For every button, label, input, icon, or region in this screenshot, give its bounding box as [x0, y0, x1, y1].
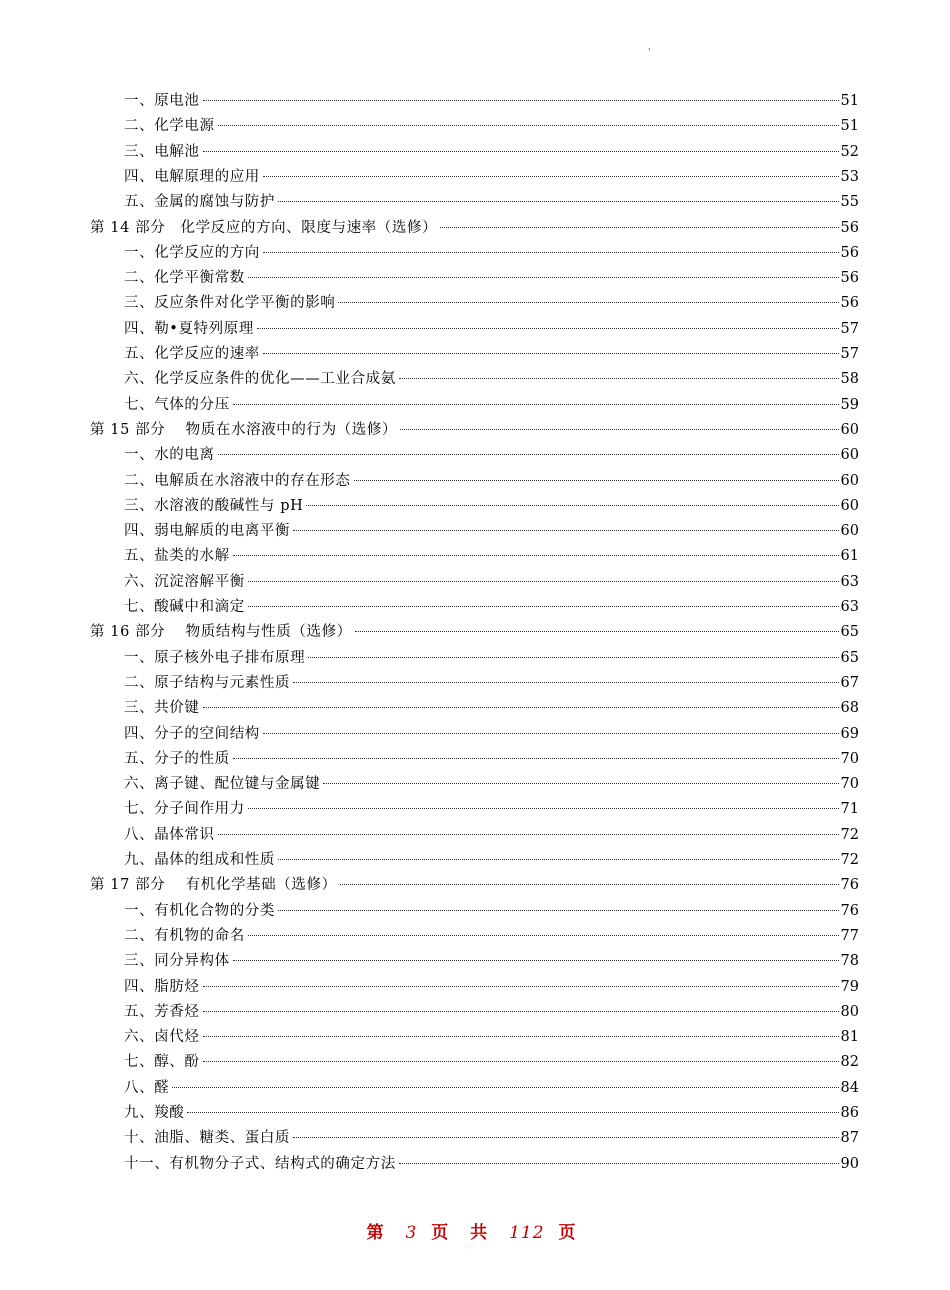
toc-dot-leader [293, 530, 838, 531]
toc-section-entry[interactable] [124, 545, 859, 567]
toc-section-entry[interactable] [124, 647, 859, 669]
toc-entry-page-number: 86 [840, 1105, 859, 1121]
toc-entry-page-number: 51 [840, 93, 859, 109]
toc-entry-title: 第 14 部分 化学反应的方向、限度与速率（选修） [90, 219, 438, 236]
toc-dot-leader [257, 328, 839, 329]
toc-dot-leader [399, 1163, 839, 1164]
toc-section-entry[interactable] [124, 166, 859, 188]
toc-chapter-entry[interactable] [90, 217, 859, 239]
toc-dot-leader [323, 783, 838, 784]
toc-dot-leader [340, 884, 839, 885]
toc-entry-title: 六、化学反应条件的优化——工业合成氨 [124, 371, 396, 388]
footer-prefix: 第 [366, 1223, 392, 1243]
toc-dot-leader [263, 733, 839, 734]
toc-entry-title: 九、羧酸 [124, 1105, 185, 1121]
toc-dot-leader [440, 227, 838, 228]
toc-entry-page-number: 60 [840, 447, 859, 464]
toc-entry-page-number: 68 [840, 700, 859, 717]
toc-entry-title: 二、化学电源 [124, 118, 215, 135]
toc-dot-leader [203, 986, 839, 987]
page-footer [0, 1218, 950, 1243]
toc-dot-leader [248, 935, 839, 936]
toc-entry-page-number: 57 [840, 346, 859, 362]
toc-dot-leader [218, 454, 839, 455]
toc-entry-title: 八、晶体常识 [124, 826, 215, 843]
toc-section-entry[interactable] [124, 495, 859, 517]
toc-entry-page-number: 59 [840, 396, 859, 413]
toc-entry-title: 九、晶体的组成和性质 [124, 852, 275, 868]
toc-section-entry[interactable] [124, 849, 859, 871]
toc-entry-page-number: 67 [840, 674, 859, 691]
toc-entry-page-number: 60 [840, 421, 859, 438]
toc-dot-leader [278, 859, 839, 860]
toc-entry-page-number: 69 [840, 725, 859, 742]
toc-entry-title: 三、同分异构体 [124, 953, 230, 970]
toc-section-entry[interactable] [124, 1026, 859, 1048]
toc-chapter-entry[interactable] [90, 621, 859, 643]
toc-section-entry[interactable] [124, 672, 859, 694]
toc-entry-title: 三、电解池 [124, 143, 200, 160]
toc-dot-leader [233, 960, 839, 961]
toc-dot-leader [233, 555, 839, 556]
toc-entry-page-number: 56 [840, 295, 859, 312]
toc-entry-title: 五、化学反应的速率 [124, 346, 260, 362]
toc-entry-title: 六、离子键、配位键与金属键 [124, 776, 321, 793]
toc-dot-leader [203, 1011, 839, 1012]
toc-entry-title: 四、分子的空间结构 [124, 725, 260, 742]
toc-dot-leader [203, 1061, 839, 1062]
toc-entry-page-number: 57 [840, 320, 859, 337]
toc-entry-title: 三、反应条件对化学平衡的影响 [124, 295, 336, 312]
toc-dot-leader [233, 404, 839, 405]
toc-dot-leader [338, 302, 838, 303]
page-corner-mark: ' [648, 48, 651, 58]
toc-dot-leader [293, 682, 838, 683]
toc-entry-title: 七、酸碱中和滴定 [124, 599, 245, 615]
toc-dot-leader [263, 252, 839, 253]
toc-entry-title: 七、气体的分压 [124, 396, 230, 413]
toc-entry-title: 六、卤代烃 [124, 1029, 200, 1046]
toc-entry-title: 四、勒•夏特列原理 [124, 320, 254, 337]
toc-entry-title: 七、醇、酚 [124, 1054, 200, 1071]
toc-section-entry[interactable] [124, 520, 859, 542]
toc-entry-page-number: 87 [840, 1130, 859, 1147]
toc-entry-title: 五、金属的腐蚀与防护 [124, 194, 275, 211]
toc-entry-page-number: 60 [840, 497, 859, 514]
toc-entry-page-number: 70 [840, 750, 859, 767]
toc-entry-title: 七、分子间作用力 [124, 801, 245, 818]
toc-entry-page-number: 65 [840, 624, 859, 641]
toc-section-entry[interactable] [124, 748, 859, 770]
toc-entry-page-number: 61 [840, 548, 859, 565]
toc-section-entry[interactable] [124, 343, 859, 365]
toc-entry-title: 第 15 部分 物质在水溶液中的行为（选修） [90, 421, 398, 438]
toc-entry-page-number: 76 [840, 902, 859, 919]
toc-entry-title: 十一、有机物分子式、结构式的确定方法 [124, 1155, 396, 1172]
toc-entry-page-number: 60 [840, 523, 859, 540]
toc-entry-title: 五、分子的性质 [124, 750, 230, 767]
toc-dot-leader [203, 1036, 839, 1037]
toc-section-entry[interactable] [124, 1127, 859, 1149]
toc-section-entry[interactable] [124, 1077, 859, 1099]
toc-section-entry[interactable] [124, 950, 859, 972]
toc-entry-page-number: 82 [840, 1054, 859, 1071]
toc-entry-title: 六、沉淀溶解平衡 [124, 573, 245, 590]
toc-entry-title: 三、水溶液的酸碱性与 pH [124, 497, 304, 514]
toc-dot-leader [306, 505, 838, 506]
toc-entry-page-number: 77 [840, 927, 859, 944]
toc-section-entry[interactable] [124, 141, 859, 163]
toc-entry-title: 一、有机化合物的分类 [124, 902, 275, 919]
footer-suffix: 页 [558, 1223, 584, 1243]
toc-entry-page-number: 79 [840, 978, 859, 995]
toc-entry-page-number: 63 [840, 599, 859, 615]
toc-dot-leader [263, 176, 839, 177]
toc-entry-title: 二、化学平衡常数 [124, 270, 245, 287]
toc-section-entry[interactable] [124, 824, 859, 846]
toc-entry-title: 二、有机物的命名 [124, 927, 245, 944]
toc-section-entry[interactable] [124, 1051, 859, 1073]
toc-entry-page-number: 72 [840, 852, 859, 868]
toc-section-entry[interactable] [124, 368, 859, 390]
toc-dot-leader [400, 429, 838, 430]
toc-section-entry[interactable] [124, 798, 859, 820]
toc-dot-leader [308, 657, 838, 658]
toc-chapter-entry[interactable] [90, 874, 859, 896]
toc-section-entry[interactable] [124, 1153, 859, 1175]
toc-section-entry[interactable] [124, 976, 859, 998]
toc-dot-leader [248, 581, 839, 582]
toc-entry-title: 一、原电池 [124, 93, 200, 109]
toc-entry-title: 五、芳香烃 [124, 1003, 200, 1020]
toc-section-entry[interactable] [124, 925, 859, 947]
toc-section-entry[interactable] [124, 470, 859, 492]
toc-section-entry[interactable] [124, 292, 859, 314]
toc-entry-title: 一、化学反应的方向 [124, 244, 260, 261]
toc-section-entry[interactable] [124, 571, 859, 593]
toc-entry-page-number: 55 [840, 194, 859, 211]
toc-section-entry[interactable] [124, 596, 859, 618]
toc-dot-leader [293, 1137, 838, 1138]
toc-entry-page-number: 81 [840, 1029, 859, 1046]
toc-dot-leader [248, 606, 839, 607]
toc-entry-page-number: 71 [840, 801, 859, 818]
toc-section-entry[interactable] [124, 697, 859, 719]
toc-section-entry[interactable] [124, 900, 859, 922]
toc-dot-leader [172, 1087, 838, 1088]
toc-entry-page-number: 63 [840, 573, 859, 590]
toc-dot-leader [203, 707, 839, 708]
toc-dot-leader [263, 353, 839, 354]
toc-entry-page-number: 76 [840, 877, 859, 894]
toc-chapter-entry[interactable] [90, 419, 859, 441]
toc-dot-leader [203, 100, 839, 101]
toc-entry-page-number: 72 [840, 826, 859, 843]
toc-entry-title: 三、共价键 [124, 700, 200, 717]
toc-section-entry[interactable] [124, 242, 859, 264]
toc-entry-page-number: 84 [840, 1079, 859, 1096]
toc-section-entry[interactable] [124, 773, 859, 795]
footer-total-pages: 112 [509, 1223, 545, 1243]
toc-section-entry[interactable] [124, 115, 859, 137]
toc-entry-title: 二、原子结构与元素性质 [124, 674, 291, 691]
toc-entry-page-number: 58 [840, 371, 859, 388]
toc-entry-title: 五、盐类的水解 [124, 548, 230, 565]
toc-section-entry[interactable] [124, 191, 859, 213]
toc-entry-title: 一、水的电离 [124, 447, 215, 464]
toc-dot-leader [233, 758, 839, 759]
toc-section-entry[interactable] [124, 1102, 859, 1124]
toc-entry-page-number: 90 [840, 1155, 859, 1172]
toc-dot-leader [278, 201, 839, 202]
toc-entry-title: 四、电解原理的应用 [124, 168, 260, 185]
toc-section-entry[interactable] [124, 318, 859, 340]
footer-middle: 页 共 [431, 1223, 496, 1243]
toc-entry-title: 四、脂肪烃 [124, 978, 200, 995]
toc-entry-page-number: 70 [840, 776, 859, 793]
toc-dot-leader [203, 151, 839, 152]
toc-dot-leader [248, 808, 839, 809]
toc-dot-leader [187, 1112, 838, 1113]
toc-section-entry[interactable] [124, 444, 859, 466]
toc-section-entry[interactable] [124, 90, 859, 112]
toc-dot-leader [248, 277, 839, 278]
toc-entry-title: 二、电解质在水溶液中的存在形态 [124, 472, 351, 489]
toc-section-entry[interactable] [124, 723, 859, 745]
toc-section-entry[interactable] [124, 394, 859, 416]
toc-entry-page-number: 56 [840, 244, 859, 261]
toc-entry-page-number: 78 [840, 953, 859, 970]
toc-section-entry[interactable] [124, 1001, 859, 1023]
footer-current-page: 3 [405, 1223, 418, 1243]
toc-dot-leader [399, 378, 839, 379]
toc-entry-page-number: 65 [840, 649, 859, 666]
toc-entry-page-number: 52 [840, 143, 859, 160]
toc-entry-page-number: 80 [840, 1003, 859, 1020]
toc-entry-title: 一、原子核外电子排布原理 [124, 649, 306, 666]
toc-entry-page-number: 53 [840, 168, 859, 185]
toc-entry-title: 八、醛 [124, 1079, 170, 1096]
toc-dot-leader [278, 910, 839, 911]
toc-section-entry[interactable] [124, 267, 859, 289]
toc-dot-leader [354, 480, 839, 481]
toc-entry-title: 十、油脂、糖类、蛋白质 [124, 1130, 291, 1147]
toc-entry-page-number: 56 [840, 270, 859, 287]
toc-entry-title: 第 16 部分 物质结构与性质（选修） [90, 624, 352, 641]
toc-entry-page-number: 60 [840, 472, 859, 489]
toc-dot-leader [218, 125, 839, 126]
toc-entry-page-number: 51 [840, 118, 859, 135]
toc-dot-leader [218, 834, 839, 835]
toc-entry-title: 第 17 部分 有机化学基础（选修） [90, 877, 337, 894]
toc-dot-leader [355, 631, 839, 632]
toc-entry-title: 四、弱电解质的电离平衡 [124, 523, 291, 540]
toc-entry-page-number: 56 [840, 219, 859, 236]
